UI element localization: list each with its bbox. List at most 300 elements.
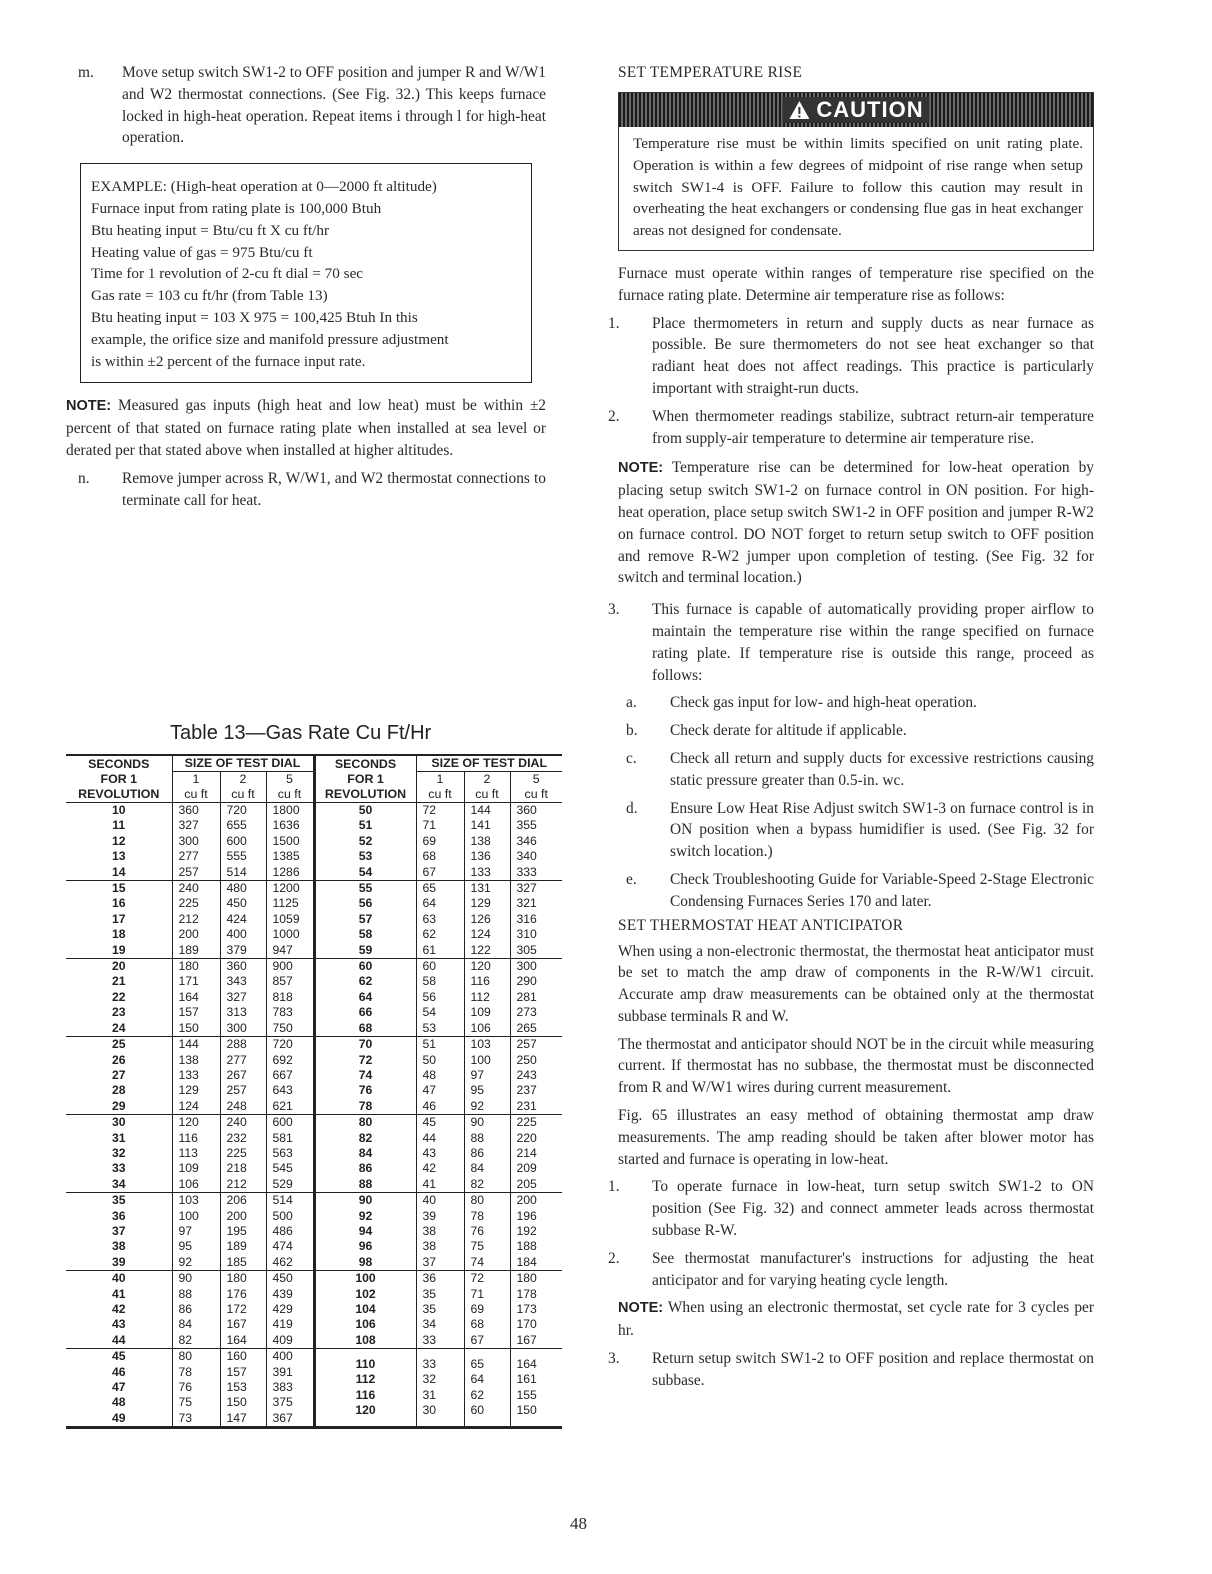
- table-row: [66, 1161, 562, 1176]
- seconds-cell: 39: [111, 1254, 126, 1269]
- rate-cell: 196: [510, 1209, 562, 1224]
- seconds-cell: 34: [111, 1176, 126, 1191]
- rate-cell: 209: [510, 1161, 562, 1176]
- rate-cell: 46: [416, 1099, 464, 1115]
- rate-cell: 173: [510, 1302, 562, 1317]
- seconds-cell: 33: [111, 1161, 126, 1176]
- example-box: [80, 163, 532, 383]
- rate-cell: 333: [510, 865, 562, 881]
- rate-cell: 82: [464, 1177, 510, 1193]
- step-1-thermometers: 1. Place thermometers in return and supply ducts as near furnace as possible. Be sure thermometers do not see heat exchanger so that radiant heat does not affect readings. This practice is particularly important with straight-run ducts.: [608, 314, 1094, 397]
- rate-cell: 51: [416, 1037, 464, 1053]
- table-row: [66, 1287, 562, 1302]
- rate-cell: 720: [220, 803, 266, 819]
- rate-cell: 72: [416, 803, 464, 819]
- rate-cell: 514: [220, 865, 266, 881]
- rate-cell: 75: [172, 1395, 220, 1410]
- rate-cell: 71: [416, 818, 464, 833]
- rate-cell: 35: [416, 1287, 464, 1302]
- rate-cell: 400: [266, 1349, 314, 1365]
- rate-cell: 180: [510, 1271, 562, 1287]
- rate-cell: 54: [416, 1005, 464, 1020]
- rate-cell: 257: [220, 1083, 266, 1098]
- rate-cell: 250: [510, 1053, 562, 1068]
- rate-cell: 563: [266, 1146, 314, 1161]
- table-row: [66, 912, 562, 927]
- rate-cell: 78: [464, 1209, 510, 1224]
- rate-cell: 150: [172, 1021, 220, 1037]
- rate-cell: 343: [220, 974, 266, 989]
- rate-cell: 180: [220, 1271, 266, 1287]
- substep-d: d. Ensure Low Heat Rise Adjust switch SW1-3 on furnace control is in ON position when a bypass humidifier is used. (See Fig. 32 for switch location.): [626, 799, 1094, 861]
- seconds-cell: 56: [314, 896, 416, 911]
- rate-cell: 80: [464, 1193, 510, 1209]
- seconds-cell: 46: [111, 1364, 126, 1379]
- rate-cell: 61: [416, 943, 464, 959]
- stacked-value: 110: [355, 1356, 376, 1371]
- rate-stack: [464, 1349, 510, 1428]
- rate-cell: 157: [220, 1365, 266, 1380]
- rate-cell: 80: [172, 1349, 220, 1365]
- rate-cell: 33: [416, 1333, 464, 1349]
- rate-cell: 92: [464, 1099, 510, 1115]
- seconds-cell: 50: [314, 803, 416, 819]
- rate-cell: 1125: [266, 896, 314, 911]
- rate-cell: 35: [416, 1302, 464, 1317]
- seconds-cell: 62: [314, 974, 416, 989]
- seconds-cell: 42: [111, 1302, 126, 1316]
- rate-cell: 257: [172, 865, 220, 881]
- rate-cell: 321: [510, 896, 562, 911]
- rate-cell: 164: [220, 1333, 266, 1349]
- seconds-cell: 98: [314, 1255, 416, 1271]
- rate-cell: 138: [172, 1053, 220, 1068]
- stacked-value: 65: [470, 1356, 485, 1371]
- seconds-cell: 64: [314, 990, 416, 1005]
- table-row: [66, 1239, 562, 1254]
- seconds-cell: 22: [111, 989, 126, 1004]
- rate-cell: 120: [464, 959, 510, 975]
- rate-cell: 225: [510, 1115, 562, 1131]
- example-line: Btu heating input = Btu/cu ft X cu ft/hr: [91, 221, 330, 239]
- stacked-value: 64: [470, 1372, 485, 1387]
- rate-cell: 424: [220, 912, 266, 927]
- rate-cell: 76: [172, 1380, 220, 1395]
- rate-cell: 1636: [266, 818, 314, 833]
- seconds-cell: 108: [314, 1333, 416, 1349]
- rate-cell: 95: [172, 1239, 220, 1254]
- rate-cell: 69: [416, 834, 464, 849]
- seconds-cell: 13: [111, 849, 126, 864]
- rate-cell: 313: [220, 1005, 266, 1020]
- rate-cell: 240: [172, 881, 220, 897]
- rate-cell: 82: [172, 1333, 220, 1349]
- stacked-value: 161: [516, 1372, 537, 1387]
- rate-cell: 65: [416, 881, 464, 897]
- rate-cell: 450: [220, 896, 266, 911]
- seconds-cell: 18: [111, 927, 126, 942]
- rate-cell: 129: [172, 1083, 220, 1098]
- rate-cell: 90: [172, 1271, 220, 1287]
- rate-cell: 327: [220, 990, 266, 1005]
- rate-cell: 327: [172, 818, 220, 833]
- seconds-cell: 23: [111, 1005, 126, 1020]
- rate-cell: 818: [266, 990, 314, 1005]
- table-row: [66, 881, 562, 897]
- rate-cell: 97: [172, 1224, 220, 1239]
- seconds-cell: 48: [111, 1395, 126, 1410]
- seconds-cell: 45: [66, 1349, 172, 1365]
- rate-cell: 36: [416, 1271, 464, 1287]
- rate-cell: 122: [464, 943, 510, 959]
- rate-cell: 71: [464, 1287, 510, 1302]
- rate-cell: 124: [172, 1099, 220, 1115]
- rate-cell: 545: [266, 1161, 314, 1176]
- seconds-cell: 66: [314, 1005, 416, 1020]
- rate-cell: 97: [464, 1068, 510, 1083]
- rate-cell: 95: [464, 1083, 510, 1098]
- seconds-cell: 106: [314, 1317, 416, 1332]
- rate-cell: 84: [172, 1317, 220, 1332]
- rate-cell: 243: [510, 1068, 562, 1083]
- rate-cell: 750: [266, 1021, 314, 1037]
- seconds-cell: 16: [111, 896, 126, 911]
- substep-e: e. Check Troubleshooting Guide for Variable-Speed 2-Stage Electronic Condensing Furnaces Series 170 and later.: [626, 870, 1094, 910]
- rate-cell: 131: [464, 881, 510, 897]
- rate-cell: 195: [220, 1224, 266, 1239]
- table-row: [66, 834, 562, 849]
- rate-cell: 40: [416, 1193, 464, 1209]
- example-line: example, the orifice size and manifold pressure adjustment: [91, 330, 449, 348]
- rate-cell: 267: [220, 1068, 266, 1083]
- rate-cell: 78: [172, 1365, 220, 1380]
- heading-heat-anticipator: SET THERMOSTAT HEAT ANTICIPATOR: [618, 916, 904, 934]
- rate-cell: 409: [266, 1333, 314, 1349]
- seconds-cell: 12: [111, 833, 126, 848]
- example-line: Btu heating input = 103 X 975 = 100,425 Btuh In this: [91, 308, 418, 326]
- seconds-cell: 94: [314, 1224, 416, 1239]
- gas-rate-table: [66, 754, 562, 1429]
- rate-cell: 300: [220, 1021, 266, 1037]
- seconds-cell: 15: [66, 881, 172, 897]
- table-row: [66, 1333, 562, 1349]
- rate-cell: 218: [220, 1161, 266, 1176]
- rate-cell: 92: [172, 1255, 220, 1271]
- rate-cell: 72: [464, 1271, 510, 1287]
- rate-cell: 34: [416, 1317, 464, 1332]
- seconds-cell: 10: [111, 803, 126, 817]
- seconds-cell: 74: [314, 1068, 416, 1083]
- seconds-cell: 47: [111, 1380, 126, 1395]
- rate-cell: 486: [266, 1224, 314, 1239]
- stacked-value: 112: [355, 1372, 376, 1387]
- rate-cell: 212: [220, 1177, 266, 1193]
- rate-cell: 391: [266, 1365, 314, 1380]
- seconds-cell: 96: [314, 1239, 416, 1254]
- rate-cell: 86: [172, 1302, 220, 1317]
- rate-cell: 277: [220, 1053, 266, 1068]
- example-line: Heating value of gas = 975 Btu/cu ft: [91, 243, 313, 261]
- example-line: EXAMPLE: (High-heat operation at 0—2000 ft altitude): [91, 178, 437, 196]
- seconds-cell: 37: [111, 1223, 126, 1238]
- stacked-value: 164: [516, 1356, 537, 1371]
- rate-cell: 200: [220, 1209, 266, 1224]
- rate-cell: 64: [416, 896, 464, 911]
- table-row: [66, 943, 562, 959]
- rate-cell: 84: [464, 1161, 510, 1176]
- rate-cell: 340: [510, 849, 562, 864]
- table-row: [66, 1193, 562, 1209]
- rate-cell: 69: [464, 1302, 510, 1317]
- rate-cell: 100: [172, 1209, 220, 1224]
- seconds-cell: 57: [314, 912, 416, 927]
- rate-cell: 56: [416, 990, 464, 1005]
- rate-cell: 720: [266, 1037, 314, 1053]
- rate-cell: 126: [464, 912, 510, 927]
- table-row: [66, 1255, 562, 1271]
- table-row: [66, 974, 562, 989]
- rate-cell: 37: [416, 1255, 464, 1271]
- rate-cell: 138: [464, 834, 510, 849]
- stacked-value: 30: [422, 1403, 437, 1418]
- rate-cell: 600: [220, 834, 266, 849]
- rate-cell: 63: [416, 912, 464, 927]
- rate-cell: 300: [510, 959, 562, 975]
- rate-cell: 38: [416, 1239, 464, 1254]
- rate-cell: 1286: [266, 865, 314, 881]
- rate-cell: 200: [510, 1193, 562, 1209]
- rate-cell: 178: [510, 1287, 562, 1302]
- table-row: [66, 1271, 562, 1287]
- heat-anticipator-para-1: When using a non-electronic thermostat, the thermostat heat anticipator must be set to match the amp draw of components in the R-W/W1 circuit. Accurate amp draw measurements can be obtained only at the thermostat subbase terminals R and W.: [618, 942, 1094, 1025]
- rate-cell: 240: [220, 1115, 266, 1131]
- rate-cell: 133: [172, 1068, 220, 1083]
- table-row: [66, 1209, 562, 1224]
- rate-cell: 257: [510, 1037, 562, 1053]
- seconds-cell: 27: [111, 1067, 126, 1082]
- rate-cell: 129: [464, 896, 510, 911]
- rate-cell: 62: [416, 927, 464, 942]
- rate-cell: 450: [266, 1271, 314, 1287]
- rate-cell: 200: [172, 927, 220, 942]
- rate-cell: 157: [172, 1005, 220, 1020]
- note-temperature-rise: NOTE: Temperature rise can be determined for low-heat operation by placing setup switch SW1-2 on furnace control in ON position. For high-heat operation, place setup switch SW1-2 in OFF position and jumper R-W2 on furnace control. DO NOT forget to return setup switch to OFF position and remove R-W2 jumper upon completion of testing. (See Fig. 32 for switch and terminal location.): [618, 459, 1094, 587]
- rate-cell: 237: [510, 1083, 562, 1098]
- rate-cell: 45: [416, 1115, 464, 1131]
- stacked-value: 62: [470, 1387, 485, 1402]
- rate-cell: 1200: [266, 881, 314, 897]
- seconds-cell: 55: [314, 881, 416, 897]
- table-row: [66, 1053, 562, 1068]
- step-m: m. Move setup switch SW1-2 to OFF position and jumper R and W/W1 and W2 thermostat connections. (See Fig. 32.) This keeps furnace locked in high-heat operation. Repeat items i through l for high-heat operation.: [78, 64, 546, 147]
- table-row: [66, 990, 562, 1005]
- rate-cell: 225: [220, 1146, 266, 1161]
- heat-anticipator-para-3: Fig. 65 illustrates an easy method of obtaining thermostat amp draw measurements. The amp reading should be taken after blower motor has started and furnace is operating in low-heat.: [618, 1107, 1094, 1168]
- seconds-cell: 53: [314, 849, 416, 864]
- step-3-airflow: 3. This furnace is capable of automatically providing proper airflow to maintain the temperature rise within the range specified on furnace rating plate. If temperature rise is outside this range, proceed as follows:: [608, 601, 1094, 684]
- rate-cell: 109: [172, 1161, 220, 1176]
- rate-cell: 383: [266, 1380, 314, 1395]
- stacked-value: 33: [422, 1356, 437, 1371]
- rate-cell: 47: [416, 1083, 464, 1098]
- seconds-cell: 25: [66, 1037, 172, 1053]
- seconds-cell: 92: [314, 1209, 416, 1224]
- rate-stack: [416, 1349, 464, 1428]
- note-gas-inputs: NOTE: Measured gas inputs (high heat and low heat) must be within ±2 percent of that stated on furnace rating plate when installed at sea level or derated per that stated above when installed at higher altitudes.: [66, 397, 546, 459]
- rate-cell: 106: [172, 1177, 220, 1193]
- rate-cell: 188: [510, 1239, 562, 1254]
- heading-temperature-rise: SET TEMPERATURE RISE: [618, 64, 803, 81]
- rate-cell: 141: [464, 818, 510, 833]
- anticipator-step-1: 1. To operate furnace in low-heat, turn setup switch SW1-2 to ON position (See Fig. 32) and connect ammeter leads across thermostat subbase R-W.: [608, 1178, 1094, 1240]
- rate-cell: 73: [172, 1411, 220, 1428]
- seconds-cell: 17: [111, 911, 126, 926]
- table-row: [66, 896, 562, 911]
- rate-cell: 67: [464, 1333, 510, 1349]
- rate-cell: 277: [172, 849, 220, 864]
- seconds-cell: 28: [111, 1083, 126, 1098]
- substep-b: b. Check derate for altitude if applicable.: [626, 722, 907, 740]
- rate-cell: 68: [416, 849, 464, 864]
- stacked-value: 32: [422, 1372, 437, 1387]
- rate-cell: 39: [416, 1209, 464, 1224]
- rate-cell: 160: [220, 1349, 266, 1365]
- rate-cell: 43: [416, 1146, 464, 1161]
- step-n: n. Remove jumper across R, W/W1, and W2 thermostat connections to terminate call for heat.: [78, 469, 546, 509]
- rate-cell: 429: [266, 1302, 314, 1317]
- rate-cell: 113: [172, 1146, 220, 1161]
- stacked-value: 60: [470, 1403, 485, 1418]
- rate-cell: 192: [510, 1224, 562, 1239]
- rate-cell: 44: [416, 1131, 464, 1146]
- rate-cell: 305: [510, 943, 562, 959]
- substep-a: a. Check gas input for low- and high-heat operation.: [626, 694, 977, 712]
- table-row: [66, 1099, 562, 1115]
- rate-cell: 180: [172, 959, 220, 975]
- rate-cell: 360: [510, 803, 562, 819]
- rate-cell: 38: [416, 1224, 464, 1239]
- rate-cell: 462: [266, 1255, 314, 1271]
- seconds-cell: 21: [111, 974, 126, 989]
- rate-cell: 136: [464, 849, 510, 864]
- caution-label: CAUTION: [816, 97, 924, 122]
- seconds-cell: 76: [314, 1083, 416, 1098]
- rate-cell: 1000: [266, 927, 314, 942]
- rate-cell: 172: [220, 1302, 266, 1317]
- rate-cell: 133: [464, 865, 510, 881]
- example-line: Gas rate = 103 cu ft/hr (from Table 13): [91, 287, 328, 305]
- rate-cell: 150: [220, 1395, 266, 1410]
- rate-cell: 290: [510, 974, 562, 989]
- rate-cell: 106: [464, 1021, 510, 1037]
- table-row: [66, 1302, 562, 1317]
- rate-cell: 273: [510, 1005, 562, 1020]
- table-row: [66, 1068, 562, 1083]
- rate-cell: 189: [220, 1239, 266, 1254]
- rate-cell: 206: [220, 1193, 266, 1209]
- rate-cell: 281: [510, 990, 562, 1005]
- rate-cell: 103: [464, 1037, 510, 1053]
- stacked-value: 31: [422, 1387, 437, 1402]
- rate-cell: 167: [220, 1317, 266, 1332]
- rate-cell: 144: [464, 803, 510, 819]
- rate-cell: 248: [220, 1099, 266, 1115]
- seconds-cell: 35: [66, 1193, 172, 1209]
- example-line: Time for 1 revolution of 2-cu ft dial = 70 sec: [91, 265, 364, 283]
- rate-cell: 42: [416, 1161, 464, 1176]
- seconds-cell: 52: [314, 834, 416, 849]
- table-row: [66, 1131, 562, 1146]
- table-row: [66, 849, 562, 864]
- table-row: [66, 1177, 562, 1193]
- rate-cell: 643: [266, 1083, 314, 1098]
- anticipator-step-2: 2. See thermostat manufacturer's instructions for adjusting the heat anticipator and for varying heating cycle length.: [608, 1249, 1094, 1289]
- seconds-cell: 70: [314, 1037, 416, 1053]
- rate-cell: 74: [464, 1255, 510, 1271]
- rate-cell: 367: [266, 1411, 314, 1428]
- rate-cell: 116: [464, 974, 510, 989]
- rate-cell: 153: [220, 1380, 266, 1395]
- seconds-cell: 78: [314, 1099, 416, 1115]
- table-row: [66, 1005, 562, 1020]
- rate-cell: 529: [266, 1177, 314, 1193]
- rate-cell: 355: [510, 818, 562, 833]
- rate-cell: 419: [266, 1317, 314, 1332]
- rate-cell: 667: [266, 1068, 314, 1083]
- stacked-value: 155: [516, 1387, 537, 1402]
- rate-cell: 205: [510, 1177, 562, 1193]
- rate-cell: 555: [220, 849, 266, 864]
- seconds-cell: 38: [111, 1239, 126, 1254]
- rate-cell: 100: [464, 1053, 510, 1068]
- rate-cell: 947: [266, 943, 314, 959]
- rate-cell: 170: [510, 1317, 562, 1332]
- header-seconds-right: SECONDS FOR 1 REVOLUTION: [314, 755, 416, 803]
- rate-cell: 124: [464, 927, 510, 942]
- page-number: 48: [570, 1514, 587, 1533]
- seconds-cell: 80: [314, 1115, 416, 1131]
- rate-cell: 316: [510, 912, 562, 927]
- rate-cell: 58: [416, 974, 464, 989]
- seconds-cell: 43: [111, 1317, 126, 1332]
- stacked-value: 120: [355, 1403, 376, 1418]
- seconds-cell: 100: [314, 1271, 416, 1287]
- rate-cell: 375: [266, 1395, 314, 1410]
- table-body: [66, 803, 562, 1428]
- rate-cell: 86: [464, 1146, 510, 1161]
- table-row: [66, 818, 562, 833]
- rate-cell: 1800: [266, 803, 314, 819]
- rate-cell: 1059: [266, 912, 314, 927]
- anticipator-step-3: 3. Return setup switch SW1-2 to OFF position and replace thermostat on subbase.: [608, 1350, 1094, 1389]
- table-row: [66, 1021, 562, 1037]
- seconds-cell: 19: [111, 942, 126, 957]
- rate-cell: 112: [464, 990, 510, 1005]
- seconds-cell: 14: [111, 864, 126, 879]
- rate-cell: 67: [416, 865, 464, 881]
- rate-cell: 189: [172, 943, 220, 959]
- seconds-cell: 31: [111, 1130, 126, 1145]
- header-size-left: SIZE OF TEST DIAL: [172, 755, 314, 772]
- rate-cell: 68: [464, 1317, 510, 1332]
- rate-cell: 109: [464, 1005, 510, 1020]
- step-2-stabilize: 2. When thermometer readings stabilize, subtract return-air temperature from supply-air temperature to determine air temperature rise.: [608, 407, 1094, 447]
- stacked-value: 116: [355, 1387, 376, 1402]
- rate-cell: 1500: [266, 834, 314, 849]
- seconds-cell: 54: [314, 865, 416, 881]
- rate-cell: 53: [416, 1021, 464, 1037]
- gas-rate-grid: SECONDS FOR 1 REVOLUTION SIZE OF TEST DIAL SECONDS FOR 1 REVOLUTION SIZE OF TEST DIAL 1 2 5 1 2 5 cu ft cu ft cu ft cu ft cu ft cu ft 10 360 720 1800 50 72 144 360 11 327 655 1636 51 71 141 355 12 300 600 1500 52 69 138 346 13 277 555 1385 53 68 136 340 14 257 514 1286 54 67 133 333 15 240 480 1200 55 65 131 327 16 225 450 1125 56 64 129 321 17 212 424 1059 57 63 126 316 18 200 400 1000 58 62 124 310 19 189 379 947 59 61 122 305 20 180 360 900 60 60 120 300 21 171 343 857 62 58 116 290 22 164 327 818 64 56 112 281 23 157 313 783 66 54 109 273 24 150 300 750 68 53 106 265 25 144 288 720 70 51 103 257 26 138 277 692 72 50 100 250 27 133 267 667 74 48 97 243 28 129 257 643 76 47 95 237 29 124 248 621 78 46 92 231 30 120 240 600 80 45 90 225 31 116 232 581 82 44 88 220 32 113 225 563 84 43 86 214 33 109 218 545 86 42 84 209 34 106 212 529 88 41 82 205 35 103 206 514 90 40 80 200 36 100 200 500 92 39 78 196 37 97 195 486 94 38 76 192 38 95 189 474 96 38 75 188 39 92 185 462 98 37 74 184 40 90 180 450 100 36 72 180 41 88 176 439 102 35 71 178 42 86 172 429 104 35 69 173 43 84 167 419 106 34 68 170 44 82 164 409 108 33 67 167 45 80 160 400 110 112 116 120 33 32 31 30 65 64 62 60 164 161 155 150 46 78 157 391 47 76 153 383 48 75 150 375 49 73 147 367: [66, 754, 562, 1429]
